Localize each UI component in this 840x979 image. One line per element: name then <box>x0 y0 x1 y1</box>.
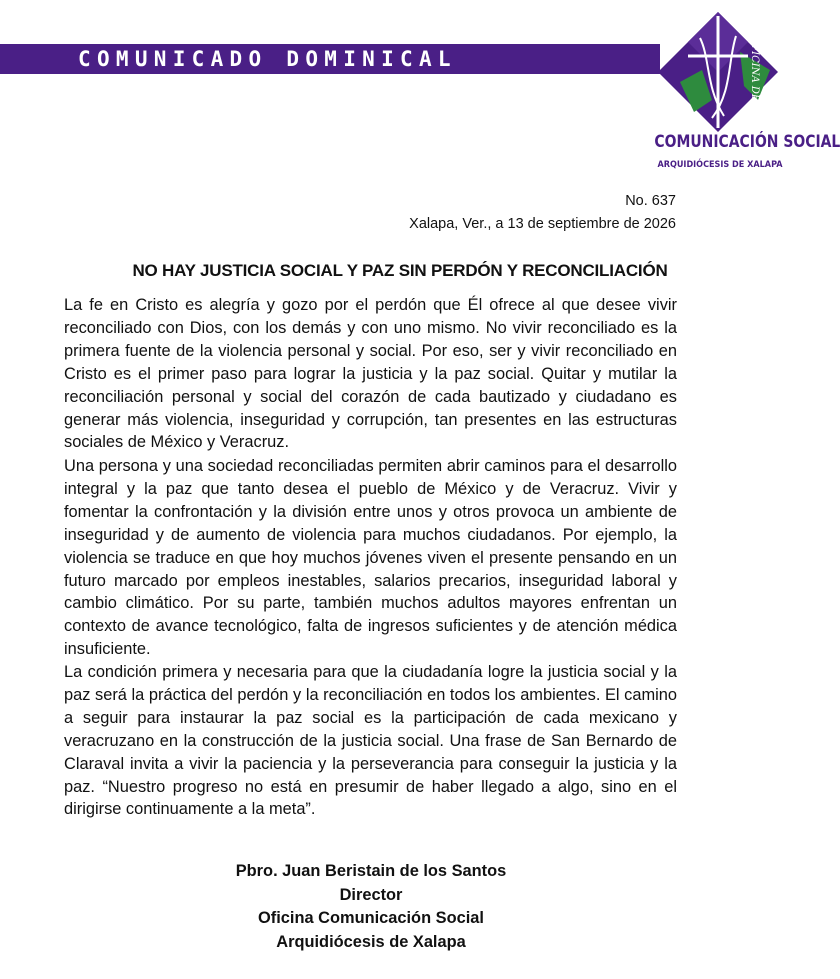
paragraph-3: La condición primera y necesaria para que la ciudadanía logre la justicia social y la paz será la práctica del perdón y la reconciliación en todos los ambientes. El camino a seguir para instaurar la paz social es la participación de cada mexicano y veracruzano en la construcción de la justicia social. Una frase de San Bernardo de Claraval invita a vivir la paciencia y la perseverancia para conseguir la justicia y la paz. “Nuestro progreso no está en presumir de haber llegado a algo, sino en el dirigirse continuamente a la meta”. <box>64 663 677 819</box>
logo-title: COMUNICACIÓN SOCIAL <box>654 132 840 152</box>
document-number: No. 637 <box>625 193 676 209</box>
header-banner <box>0 44 660 74</box>
diamond-cross-emblem-icon <box>640 8 800 133</box>
signature-block <box>0 860 742 954</box>
logo-subtitle: ARQUIDIÓCESIS DE XALAPA <box>657 160 783 170</box>
document-meta <box>409 190 676 236</box>
logo-vertical-text: OFICINA DE <box>749 36 760 102</box>
signature-org: Arquidiócesis de Xalapa <box>276 932 466 951</box>
signature-office: Oficina Comunicación Social <box>258 909 484 927</box>
paragraph-2: Una persona y una sociedad reconciliadas permiten abrir caminos para el desarrollo integral y la paz que tanto desea el pueblo de México y de Veracruz. Vivir y fomentar la confrontación y la división entre unos y otros provoca un ambiente de inseguridad y de aumento de violencia para muchos ciudadanos. Por ejemplo, la violencia se traduce en que hoy muchos jóvenes viven el presente pensando en un futuro marcado por empleos inestables, salarios precarios, inseguridad laboral y cambio climático. Por su parte, también muchos adultos mayores enfrentan un contexto de avance tecnológico, falta de ingresos suficientes y de atención médica insuficiente. <box>64 457 677 659</box>
banner-title: COMUNICADO DOMINICAL <box>78 47 457 71</box>
office-logo <box>640 8 840 178</box>
place-date: Xalapa, Ver., a 13 de septiembre de 2026 <box>409 216 676 232</box>
headline: NO HAY JUSTICIA SOCIAL Y PAZ SIN PERDÓN Y RECONCILIACIÓN <box>132 261 668 280</box>
signature-name: Pbro. Juan Beristain de los Santos <box>235 862 507 880</box>
paragraph-1: La fe en Cristo es alegría y gozo por el perdón que Él ofrece al que desee vivir reconciliado con Dios, con los demás y con uno mismo. No vivir reconciliado es la primera fuente de la violencia personal y social. Por eso, ser y vivir reconciliado en Cristo es el primer paso para lograr la justicia y la paz social. Quitar y mutilar la reconciliación personal y social del corazón de cada bautizado y ciudadano es generar más violencia, inseguridad y corrupción, tan presentes en las estructuras sociales de México y Veracruz. <box>64 296 677 452</box>
signature-role: Director <box>339 885 403 904</box>
